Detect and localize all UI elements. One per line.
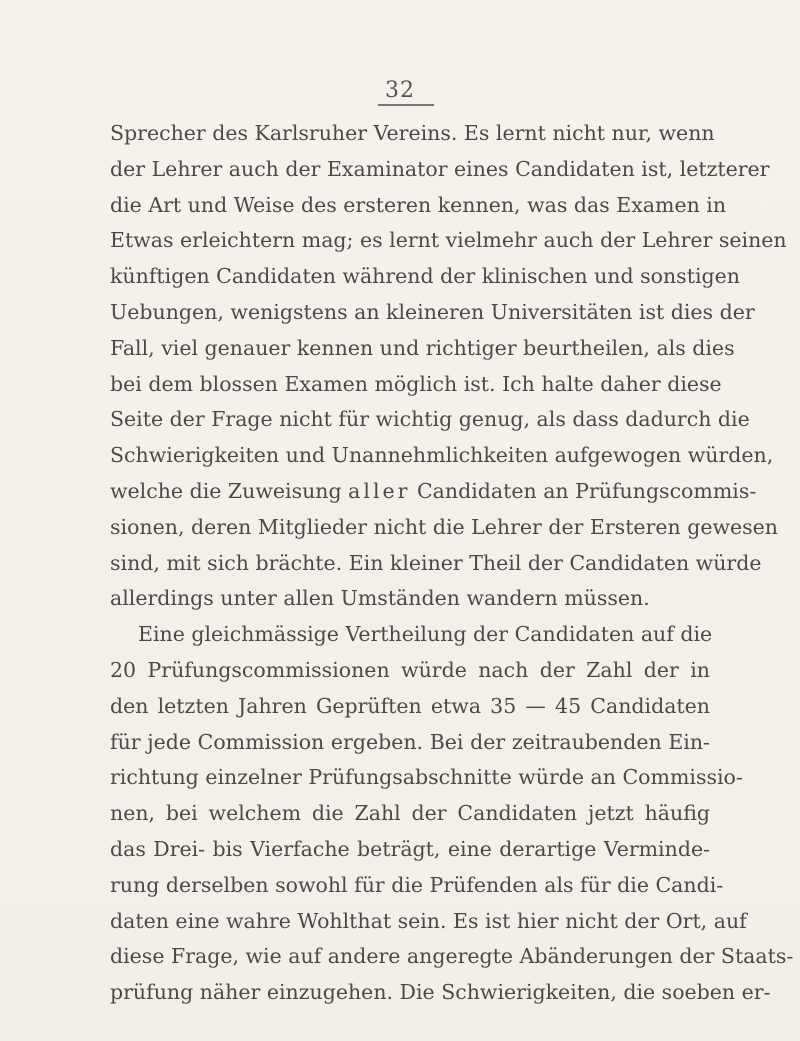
text-line: Etwas erleichtern mag; es lernt vielmehr auch der Lehrer seinen bbox=[110, 228, 787, 253]
text-line: den letzten Jahren Geprüften etwa 35 — 45 Candidaten bbox=[110, 693, 710, 718]
body-text bbox=[110, 116, 794, 1011]
text-line: Fall, viel genauer kennen und richtiger beurtheilen, als dies bbox=[110, 335, 735, 360]
text-line: sionen, deren Mitglieder nicht die Lehrer der Ersteren gewesen bbox=[110, 514, 779, 539]
text-line: für jede Commission ergeben. Bei der zeitraubenden Ein- bbox=[110, 729, 710, 754]
paragraph-start-line: Eine gleichmässige Vertheilung der Candidaten auf die bbox=[138, 622, 713, 647]
text-line: 20 Prüfungscommissionen würde nach der Zahl der in bbox=[110, 657, 710, 682]
text-line: daten eine wahre Wohlthat sein. Es ist hier nicht der Ort, auf bbox=[110, 908, 747, 933]
text-line: Sprecher des Karlsruher Vereins. Es lernt nicht nur, wenn bbox=[110, 121, 715, 145]
text-line: diese Frage, wie auf andere angeregte Abänderungen der Staats- bbox=[110, 944, 794, 969]
text-line: Schwierigkeiten und Unannehmlichkeiten aufgewogen würden, bbox=[110, 443, 774, 468]
text-line: rung derselben sowohl für die Prüfenden als für die Candi- bbox=[110, 872, 724, 897]
text-segment: welche die Zuweisung bbox=[110, 478, 342, 503]
paragraph-end-line: allerdings unter allen Umständen wandern müssen. bbox=[110, 586, 650, 611]
page-number-rule bbox=[378, 104, 434, 106]
text-line: der Lehrer auch der Examinator eines Candidaten ist, letzterer bbox=[110, 156, 770, 181]
text-line: Uebungen, wenigstens an kleineren Universitäten ist dies der bbox=[110, 299, 755, 324]
text-line: das Drei- bis Vierfache beträgt, eine derartige Verminde- bbox=[110, 836, 710, 861]
text-segment: Candidaten an Prüfungscommis- bbox=[416, 478, 757, 503]
text-line: bei dem blossen Examen möglich ist. Ich halte daher diese bbox=[110, 371, 722, 396]
text-line: die Art und Weise des ersteren kennen, was das Examen in bbox=[110, 192, 727, 217]
text-line-emphasis bbox=[110, 474, 757, 510]
text-line: nen, bei welchem die Zahl der Candidaten jetzt häufig bbox=[110, 801, 710, 826]
text-line: prüfung näher einzugehen. Die Schwierigkeiten, die soeben er- bbox=[110, 980, 771, 1005]
text-line: sind, mit sich brächte. Ein kleiner Theil der Candidaten würde bbox=[110, 550, 762, 575]
page-number: 32 bbox=[385, 78, 415, 103]
text-line: Seite der Frage nicht für wichtig genug, als dass dadurch die bbox=[110, 407, 750, 432]
spaced-emphasis: aller bbox=[348, 478, 411, 503]
text-line: künftigen Candidaten während der klinischen und sonstigen bbox=[110, 264, 740, 289]
text-line: richtung einzelner Prüfungsabschnitte würde an Commissio- bbox=[110, 765, 743, 790]
